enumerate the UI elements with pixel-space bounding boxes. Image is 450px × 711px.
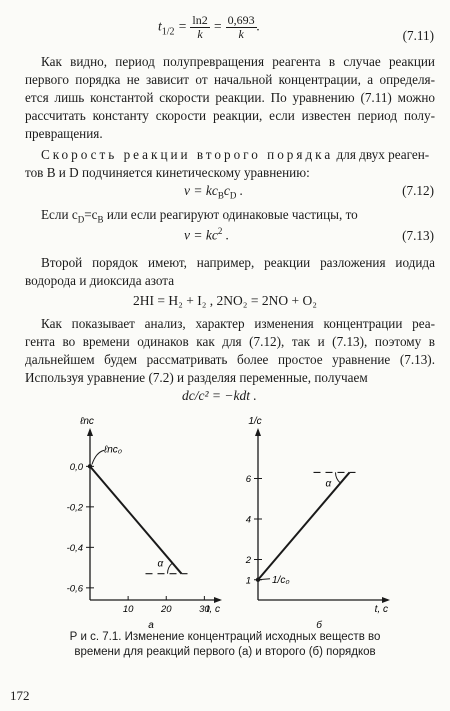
paragraph-1-line-3: ется лишь константой скорости реакции. По уравнению (7.11) можно: [25, 90, 435, 105]
paragraph-1-line-4: рассчитать константу скорости реакции, если известен период полу-: [25, 108, 435, 123]
differential-equation: dc/c² = −kdt .: [182, 388, 257, 403]
y-tick-label: 1: [245, 575, 251, 587]
chart-b: [245, 416, 390, 630]
y-tick-label: 2: [245, 555, 251, 566]
paragraph-5-line-2: гента во времени одинаков как для (7.12), так и (7.13), поэтому в: [25, 334, 435, 349]
angle-label: α: [325, 478, 332, 490]
equation-7-11: $t_{1/2}$ = $\frac{\ln 2}{k}$ = $\frac{0,693}{k}$ .: [158, 13, 261, 41]
paragraph-4-line-2: водорода и диоксида азота: [25, 273, 175, 288]
x-tick-label: 20: [160, 604, 172, 615]
equation-7-12: $v = kc_Bc_D$ .: [184, 183, 244, 201]
angle-arc: [336, 472, 341, 483]
paragraph-5-line-4: Используя уравнение (7.2) и разделяя переменные, получаем: [25, 370, 368, 385]
y-tick-label: -0,2: [66, 502, 83, 514]
x-axis-arrow: [214, 597, 222, 603]
y-tick-label: 4: [245, 514, 251, 526]
annotation-label: 1/c₀: [272, 574, 290, 586]
y-axis-arrow: [255, 428, 261, 436]
equation-number-7-12: (7.12): [402, 183, 434, 198]
paragraph-5-line-1: Как показывает анализ, характер изменения концентрации реа-: [41, 316, 435, 331]
chart-a: [67, 416, 222, 630]
y-tick-label: -0,4: [66, 542, 83, 554]
y-tick-label: 6: [245, 474, 251, 485]
data-point-start: [88, 464, 92, 468]
figure-7-1: [0, 400, 450, 630]
angle-label: α: [157, 558, 164, 570]
page-number: 172: [10, 688, 30, 703]
paragraph-1-line-1: Как видно, период полупревращения реагента в случае реакции: [41, 54, 435, 69]
equation-number-7-11: (7.11): [402, 28, 434, 43]
x-axis-label: t, c: [374, 604, 388, 615]
paragraph-5-line-3: дальнейшем будем рассматривать более простое уравнение (7.13).: [25, 352, 435, 367]
paragraph-2-line-2: тов B и D подчиняется кинетическому уравнению:: [25, 165, 310, 180]
panel-label: а: [148, 620, 154, 630]
x-axis-label: t, c: [206, 604, 220, 615]
paragraph-1-line-5: превращения.: [25, 126, 103, 141]
y-tick-label: -0,6: [66, 583, 83, 595]
angle-arc: [168, 563, 173, 574]
x-tick-label: 10: [122, 604, 134, 615]
y-tick-label: 0,0: [69, 461, 83, 473]
y-axis-arrow: [87, 428, 93, 436]
y-axis-label: 1/c: [248, 416, 262, 427]
series-line: [90, 466, 182, 573]
reactions-equation: 2HI = H₂ + I₂ , 2NO₂ = 2NO + O₂: [133, 293, 317, 308]
paragraph-2-line-1: Скорость реакции второго порядка для двух реаген-: [41, 147, 430, 162]
annotation-pointer: [92, 450, 104, 464]
x-axis-arrow: [382, 597, 390, 603]
equation-number-7-13: (7.13): [402, 228, 434, 243]
paragraph-3: Если $c_D=c_B$ или если реагируют одинаковые частицы, то: [41, 207, 358, 225]
equation-7-13: $v = kc^2$ .: [184, 226, 230, 243]
paragraph-1-line-2: первого порядка не зависит от начальной концентрации, а определя-: [25, 72, 435, 87]
figure-caption-line-2: времени для реакций первого (а) и второго (б) порядков: [74, 646, 376, 658]
paragraph-4-line-1: Второй порядок имеют, например, реакции разложения иодида: [41, 255, 435, 270]
y-axis-label: ℓnc: [80, 416, 94, 427]
figure-caption-line-1: Р и с. 7.1. Изменение концентраций исходных веществ во: [69, 631, 381, 643]
annotation-label: ℓnc₀: [104, 444, 123, 456]
x-tick-label: 30: [199, 604, 210, 615]
panel-label: б: [316, 620, 322, 630]
series-line: [258, 472, 350, 579]
